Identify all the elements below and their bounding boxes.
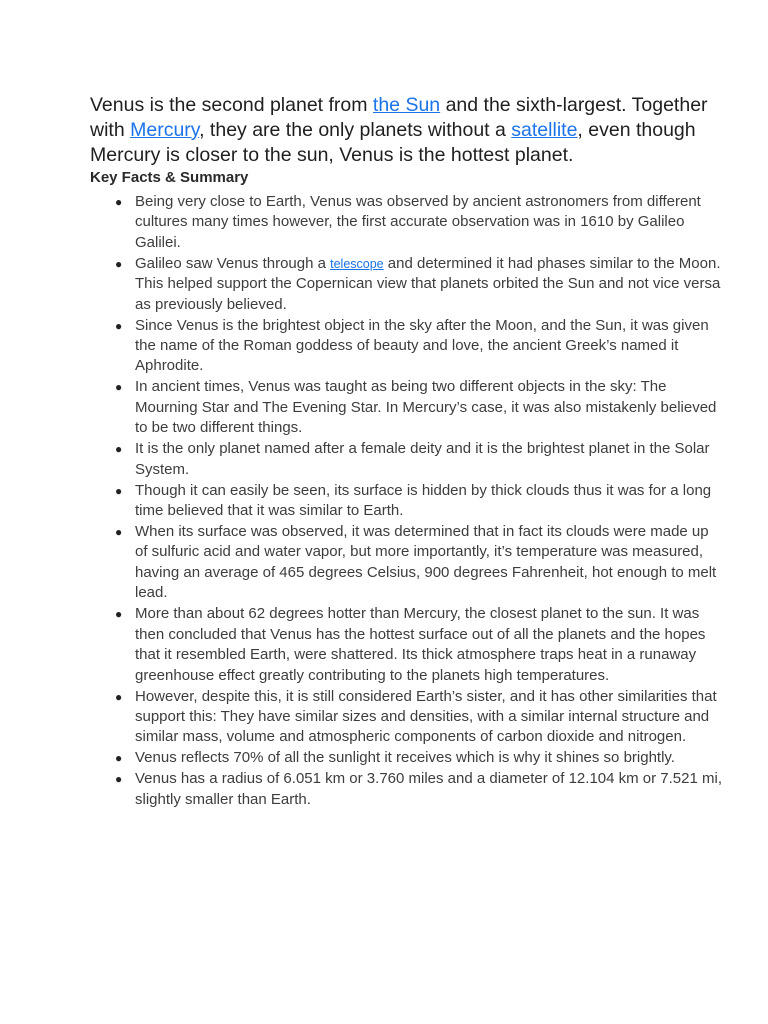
fact-text: Though it can easily be seen, its surface is hidden by thick clouds thus it was for a long time believed that it was similar to Earth. [135,481,712,520]
list-item [115,377,730,438]
bullet-dot-icon: ● [115,525,123,540]
link-satellite[interactable]: satellite [511,119,578,141]
intro-text-3: , they are the only planets without a [199,119,512,141]
list-item [115,769,730,810]
key-facts-list [90,192,730,810]
fact-text: It is the only planet named after a female deity and it is the brightest planet in the Solar System. [135,440,710,478]
fact-text: More than about 62 degrees hotter than Mercury, the closest planet to the sun. It was then concluded that Venus has the hottest surface out of all the planets and the hopes that it resembled Earth, were shattered. Its thick atmosphere traps heat in a runaway greenhouse effect greatly contributing to the planets high temperatures. [135,605,706,684]
intro-text-4: , even though Mercury is closer to the sun, Venus is the hottest planet. [90,119,696,166]
fact-text: Being very close to Earth, Venus was observed by ancient astronomers from different cultures many times however, the first accurate observation was in 1610 by Galileo Galilei. [135,193,701,251]
list-item [115,522,730,604]
fact-text: When its surface was observed, it was determined that in fact its clouds were made up of sulfuric acid and water vapor, but more importantly, it’s temperature was measured, having an average of 465 degrees Celsius, 900 degrees Fahrenheit, hot enough to melt lead. [135,523,717,602]
list-item [115,439,730,480]
link-telescope[interactable]: telescope [330,256,384,271]
list-item [115,748,730,768]
bullet-dot-icon: ● [115,195,123,209]
list-item [115,481,730,522]
link-mercury[interactable]: Mercury [130,119,200,141]
fact-text-before-link: Galileo saw Venus through a [135,254,331,272]
bullet-dot-icon: ● [115,607,123,622]
bullet-dot-icon: ● [115,772,123,787]
intro-paragraph [90,93,730,168]
list-item [115,316,730,377]
bullet-dot-icon: ● [115,256,123,271]
list-item [115,192,730,253]
fact-text: Venus has a radius of 6.051 km or 3.760 miles and a diameter of 12.104 km or 7.521 mi, slightly smaller than Earth. [135,770,722,808]
fact-text: Venus reflects 70% of all the sunlight it receives which is why it shines so brightly. [135,749,675,767]
bullet-dot-icon: ● [115,442,123,457]
link-the-sun[interactable]: the Sun [372,94,441,116]
bullet-dot-icon: ● [115,751,123,766]
document-page [90,93,730,811]
bullet-dot-icon: ● [115,483,123,498]
fact-text: However, despite this, it is still considered Earth’s sister, and it has other similarities that support this: They have similar sizes and densities, with a similar internal structure and similar mass, volume and atmospheric components of carbon dioxide and nitrogen. [135,687,717,746]
fact-text: Since Venus is the brightest object in the sky after the Moon, and the Sun, it was given the name of the Roman goddess of beauty and love, the ancient Greek’s named it Aphrodite. [135,316,709,375]
list-item [115,604,730,686]
list-item [115,254,730,315]
fact-text-after-link: and determined it had phases similar to the Moon. This helped support the Copernican view that planets orbited the Sun and not vice versa as previously believed. [135,254,721,313]
bullet-dot-icon: ● [115,318,123,333]
intro-text-2: and the sixth-largest. Together with [90,94,708,141]
bullet-dot-icon: ● [115,380,123,395]
list-item [115,687,730,748]
section-heading: Key Facts & Summary [90,169,249,186]
intro-text-1: Venus is the second planet from [90,94,373,116]
fact-text: In ancient times, Venus was taught as being two different objects in the sky: The Mourning Star and The Evening Star. In Mercury’s case, it was also mistakenly believed to be two different things. [135,378,717,437]
bullet-dot-icon: ● [115,689,123,704]
